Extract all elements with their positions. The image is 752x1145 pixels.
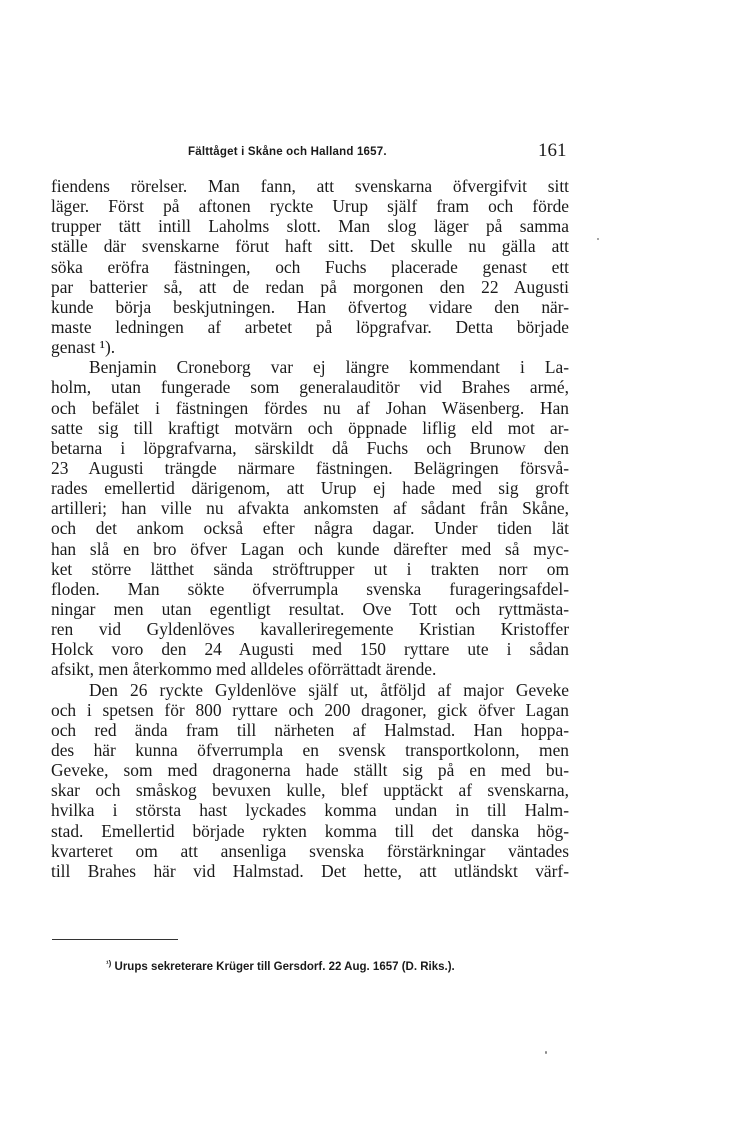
text-line: söka eröfra fästningen, och Fuchs placerade genast ett (51, 256, 569, 277)
text-line: hvilka i största hast lyckades komma undan in till Halm- (51, 800, 569, 821)
text-line: och i spetsen för 800 ryttare och 200 dragoner, gick öfver Lagan (51, 699, 569, 720)
text-line: Den 26 ryckte Gyldenlöve själf ut, åtföljd af major Geveke (89, 679, 569, 700)
text-line: maste ledningen af arbetet på löpgrafvar. Detta började (51, 316, 569, 337)
text-line: han slå en bro öfver Lagan och kunde därefter med så myc- (51, 538, 569, 559)
text-line: kvarteret om att ansenliga svenska förstärkningar väntades (51, 840, 569, 861)
running-title: Fälttåget i Skåne och Halland 1657. (188, 146, 387, 158)
text-line: stad. Emellertid började rykten komma till det danska hög- (51, 820, 569, 841)
text-line: ställe där svenskarne förut haft sitt. Det skulle nu gälla att (51, 236, 569, 257)
text-line: ren vid Gyldenlöves kavalleriregemente Kristian Kristoffer (51, 619, 569, 640)
text-line: betarna i löpgrafvarna, särskildt då Fuchs och Brunow den (51, 437, 569, 458)
text-line: ningar men utan egentligt resultat. Ove Tott och ryttmästa- (51, 598, 569, 619)
text-line: och det ankom också efter några dagar. Under tiden lät (51, 518, 569, 539)
text-line: och red ända fram till närheten af Halmstad. Han hoppa- (51, 719, 569, 740)
text-line: satte sig till kraftigt motvärn och öppnade liflig eld mot ar- (51, 417, 569, 438)
text-line: fiendens rörelser. Man fann, att svenskarna öfvergifvit sitt (51, 176, 569, 196)
page-number: 161 (538, 140, 567, 161)
text-line: afsikt, men återkommo med alldeles oförrättadt ärende. (51, 659, 437, 680)
text-line: läger. Först på aftonen ryckte Urup själf fram och förde (51, 196, 569, 217)
footnote (106, 959, 455, 973)
text-line: artilleri; han ville nu afvakta ankomsten af sådant från Skåne, (51, 498, 569, 519)
text-line: skar och småskog bevuxen kulle, blef upptäckt af svenskarna, (51, 780, 569, 801)
text-line: trupper tätt intill Laholms slott. Man slog läger på samma (51, 216, 569, 237)
text-line: kunde börja beskjutningen. Han öfvertog vidare den när- (51, 296, 569, 317)
footnote-rule (52, 939, 178, 940)
text-line: till Brahes här vid Halmstad. Det hette, att utländskt värf- (51, 860, 569, 881)
text-line: holm, utan fungerade som generalauditör vid Brahes armé, (51, 377, 569, 398)
text-line: och befälet i fästningen fördes nu af Johan Wäsenberg. Han (51, 397, 569, 418)
text-line: Benjamin Croneborg var ej längre kommendant i La- (89, 357, 569, 378)
text-line: 23 Augusti trängde närmare fästningen. Belägringen försvå- (51, 457, 569, 478)
text-line: Geveke, som med dragonerna hade ställt sig på en med bu- (51, 760, 569, 781)
text-line: genast ¹). (51, 337, 116, 358)
body-text (51, 176, 569, 881)
text-line: Holck voro den 24 Augusti med 150 ryttare ute i sådan (51, 639, 569, 660)
scan-speck (545, 1051, 547, 1054)
text-line: ket större lätthet sända ströftrupper ut i trakten norr om (51, 558, 569, 579)
text-line: rades emellertid därigenom, att Urup ej hade med sig groft (51, 478, 569, 499)
footnote-marker: ¹) (106, 959, 112, 968)
text-line: par batterier så, att de redan på morgonen den 22 Augusti (51, 276, 569, 297)
text-line: floden. Man sökte öfverrumpla svenska furageringsafdel- (51, 578, 569, 599)
footnote-text: Urups sekreterare Krüger till Gersdorf. 22 Aug. 1657 (D. Riks.). (111, 961, 455, 973)
text-line: des här kunna öfverrumpla en svensk transportkolonn, men (51, 739, 569, 760)
scan-speck (597, 238, 599, 240)
